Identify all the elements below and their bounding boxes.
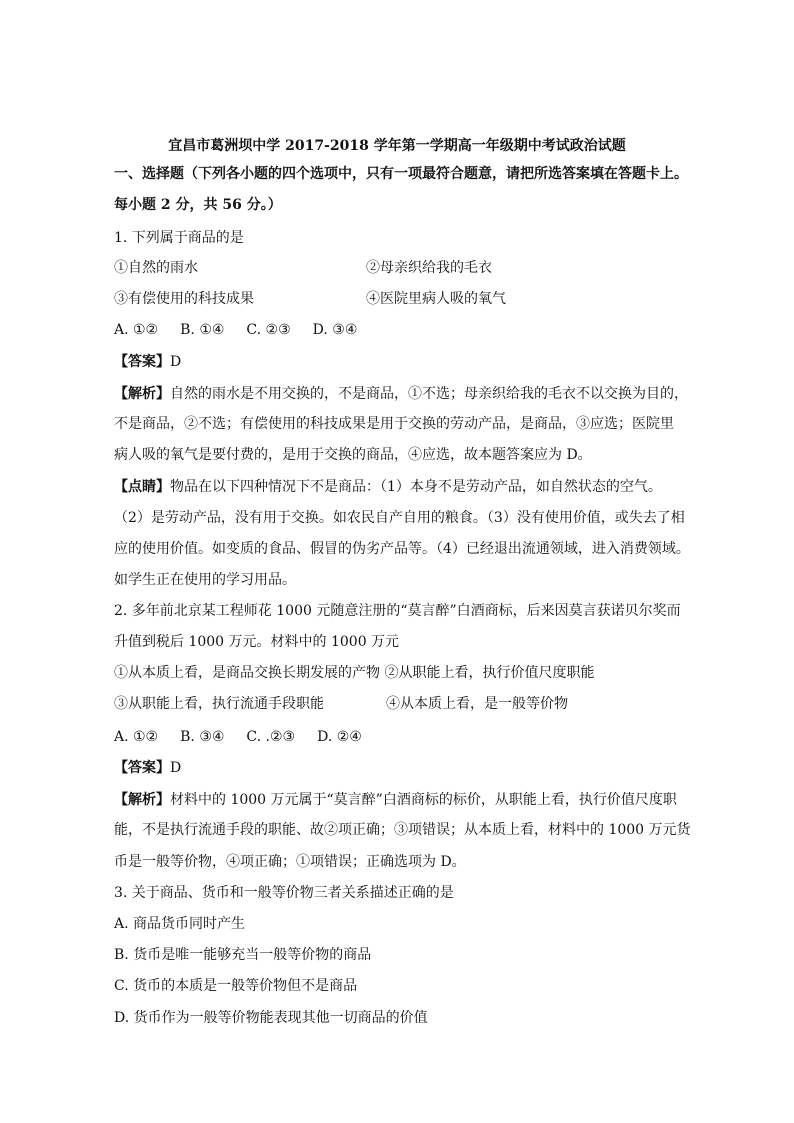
q1-analysis-line1 — [114, 384, 688, 404]
q2-options — [114, 727, 384, 747]
q1-item-row1 — [114, 258, 198, 278]
q2-option-c: C. .②③ — [246, 729, 296, 745]
q2-answer — [114, 758, 181, 778]
q1-analysis-tag: 【解析】 — [114, 386, 170, 402]
q1-analysis-line3: 病人吸的氧气是要付费的，是用于交换的商品，④应选，故本题答案应为 D。 — [114, 447, 592, 463]
q2-stem-line2: 升值到税后 1000 万元。材料中的 1000 万元 — [114, 634, 400, 650]
q1-analysis-text1: 自然的雨水是不用交换的，不是商品，①不选；母亲织给我的毛衣不以交换为目的， — [170, 386, 688, 402]
q3-stem: 3. 关于商品、货币和一般等价物三者关系描述正确的是 — [114, 885, 454, 901]
q1-option-c: C. ②③ — [246, 322, 291, 338]
q2-answer-value: D — [170, 760, 182, 776]
q1-point-line2: （2）是劳动产品，没有用于交换。如农民自产自用的粮食。（3）没有使用价值，或失去了相 — [114, 510, 685, 526]
q1-options — [114, 320, 379, 340]
q1-item-2: ②母亲织给我的毛衣 — [366, 260, 492, 276]
section-heading-line1: 一、选择题（下列各小题的四个选项中，只有一项最符合题意，请把所选答案填在答题卡上。 — [114, 166, 688, 182]
q1-option-d: D. ③④ — [312, 322, 358, 338]
q1-item-1: ①自然的雨水 — [114, 260, 198, 276]
q1-point-line4: 如学生正在使用的学习用品。 — [114, 572, 296, 588]
q2-analysis-text1: 材料中的 1000 万元属于“莫言醉”白酒商标的标价，从职能上看，执行价值尺度职 — [170, 792, 677, 808]
q2-analysis-line2: 能，不是执行流通手段的职能、故②项正确；③项错误；从本质上看，材料中的 1000 万元货 — [114, 822, 691, 838]
page-title: 宜昌市葛洲坝中学 2017-2018 学年第一学期高一年级期中考试政治试题 — [168, 138, 626, 154]
q3-option-a: A. 商品货币同时产生 — [114, 916, 246, 932]
q2-analysis-line1 — [114, 790, 677, 810]
q1-point-line3: 应的使用价值。如变质的食品、假冒的伪劣产品等。（4）已经退出流通领域，进入消费领域。 — [114, 541, 690, 557]
q3-option-d: D. 货币作为一般等价物能表现其他一切商品的价值 — [114, 1010, 428, 1026]
q1-point-text1: 物品在以下四种情况下不是商品：（1）本身不是劳动产品，如自然状态的空气。 — [170, 479, 662, 495]
q2-item-4: ④从本质上看，是一般等价物 — [386, 696, 568, 712]
q1-point-line1 — [114, 477, 662, 497]
q1-answer-value: D — [170, 354, 182, 370]
q2-option-d: D. ②④ — [317, 729, 362, 745]
q1-point-tag: 【点睛】 — [114, 479, 170, 495]
q2-item-3: ③从职能上看，执行流通手段职能 — [114, 696, 324, 712]
q1-analysis-line2: 不是商品，②不选；有偿使用的科技成果是用于交换的劳动产品，是商品，③应选；医院里 — [114, 416, 674, 432]
q3-option-b: B. 货币是唯一能够充当一般等价物的商品 — [114, 947, 372, 963]
section-heading-line2: 每小题 2 分，共 56 分。） — [114, 197, 282, 213]
q2-analysis-line3: 币是一般等价物，④项正确；①项错误；正确选项为 D。 — [114, 854, 466, 870]
q1-item-4: ④医院里病人吸的氧气 — [366, 291, 506, 307]
q2-option-b: B. ③④ — [180, 729, 225, 745]
q1-item-3: ③有偿使用的科技成果 — [114, 291, 254, 307]
q3-option-c: C. 货币的本质是一般等价物但不是商品 — [114, 978, 358, 994]
q2-answer-tag: 【答案】 — [114, 760, 170, 776]
q1-stem: 1. 下列属于商品的是 — [114, 230, 244, 246]
q2-analysis-tag: 【解析】 — [114, 792, 170, 808]
q2-option-a: A. ①② — [114, 729, 159, 745]
q1-option-b: B. ①④ — [180, 322, 225, 338]
q2-items-row1: ①从本质上看，是商品交换长期发展的产物 ②从职能上看，执行价值尺度职能 — [114, 665, 595, 681]
q1-answer — [114, 352, 181, 372]
q2-stem-line1: 2. 多年前北京某工程师花 1000 元随意注册的“莫言醉”白酒商标，后来因莫言获诺贝尔奖而 — [114, 603, 681, 619]
q1-answer-tag: 【答案】 — [114, 354, 170, 370]
q1-option-a: A. ①② — [114, 322, 159, 338]
